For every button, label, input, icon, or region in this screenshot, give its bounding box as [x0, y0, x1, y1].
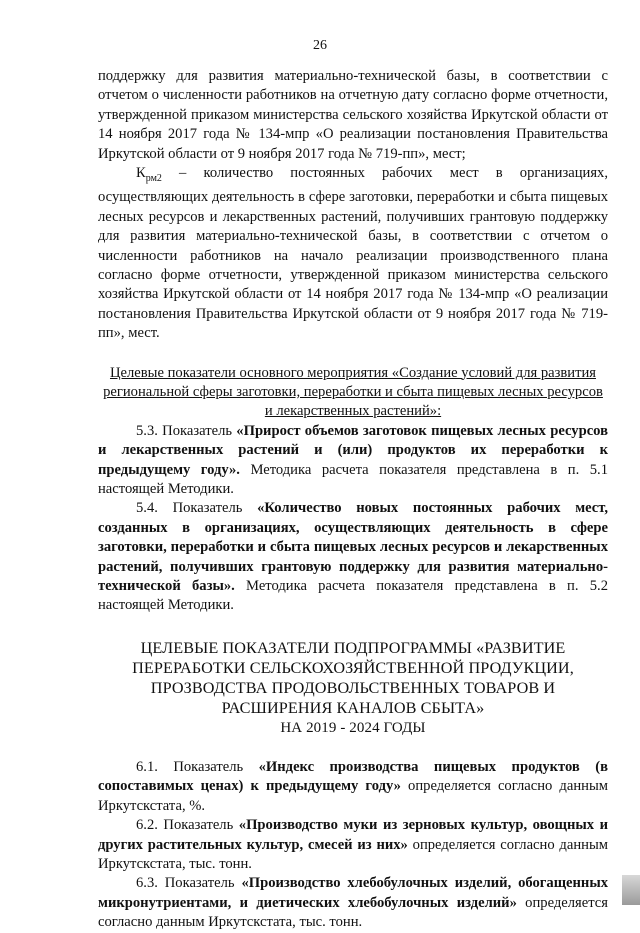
indicator-5-3 [98, 422, 608, 500]
indicator-name: «Прирост объемов заготовок пищевых лесных ресурсов и лекарственных растений и (или) продуктов их переработки к предыдущему году». [98, 422, 608, 478]
subprogram-heading [98, 638, 608, 738]
indicator-6-2 [98, 816, 608, 874]
indicator-prefix: 5.4. Показатель [136, 500, 258, 517]
corner-mark [622, 875, 640, 905]
subprogram-heading-title: ЦЕЛЕВЫЕ ПОКАЗАТЕЛИ ПОДПРОГРАММЫ «РАЗВИТИЕ ПЕРЕРАБОТКИ СЕЛЬСКОХОЗЯЙСТВЕННОЙ ПРОДУКЦИИ, ПРОЗВОДСТВА ПРОДОВОЛЬСТВЕННЫХ ТОВАРОВ И РАСШИРЕНИЯ КАНАЛОВ СБЫТА» [132, 638, 574, 717]
subprogram-heading-years: НА 2019 - 2024 ГОДЫ [280, 719, 426, 736]
indicator-description: определяется согласно данным Иркутскстата, %. [98, 778, 608, 814]
document-body [98, 67, 608, 933]
indicator-name: «Производство муки из зерновых культур, овощных и других растительных культур, смесей из них» [98, 817, 608, 853]
definition-text: – количество постоянных рабочих мест в организациях, осуществляющих деятельность в сфере заготовки, переработки и сбыта пищевых лесных ресурсов и лекарственных растений, получивших грантовую поддержку для развития материально-технической базы, в соответствии с отчетом о численности работников на начало реализации производственного плана согласно форме отчетности, утвержденной приказом министерства сельского хозяйства Иркутской области от 14 ноября 2017 года № 134-мпр «О реализации постановления Правительства Иркутской области от 9 ноября 2017 года № 719-пп», мест. [98, 165, 608, 342]
indicator-name: «Производство хлебобулочных изделий, обогащенных микронутриентами, и диетических хлебобулочных изделий» [98, 875, 609, 911]
paragraph-continuation: поддержку для развития материально-технической базы, в соответствии с отчетом о численности работников на отчетную дату согласно форме отчетности, утвержденной приказом министерства сельского хозяйства Иркутской области от 14 ноября 2017 года № 134-мпр «О реализации постановления Правительства Иркутской области от 9 ноября 2017 года № 719-пп», мест; [98, 68, 608, 162]
indicator-description: Методика расчета показателя представлена в п. 5.1 настоящей Методики. [98, 461, 608, 498]
indicator-name: «Количество новых постоянных рабочих мест, созданных в организациях, осуществляющих деятельность в сфере заготовки, переработки и сбыта пищевых лесных ресурсов и лекарственных растений, получивших грантовую поддержку для развития материально-технической базы». [98, 500, 609, 595]
indicator-prefix: 6.3. Показатель [136, 875, 242, 892]
formula-subscript: рм2 [145, 172, 162, 184]
indicator-name: «Индекс производства пищевых продуктов (в сопоставимых ценах) к предыдущему году» [98, 758, 609, 795]
indicator-description: определяется согласно данным Иркутскстата, тыс. тонн. [98, 836, 608, 872]
indicator-description: определяется согласно данным Иркутскстата, тыс. тонн. [98, 894, 608, 931]
indicator-6-3 [98, 874, 608, 932]
indicator-prefix: 5.3. Показатель [136, 422, 237, 439]
indicator-prefix: 6.2. Показатель [136, 817, 239, 834]
indicator-description: Методика расчета показателя представлена в п. 5.2 настоящей Методики. [98, 578, 608, 614]
formula-symbol: К [136, 165, 146, 182]
page-number: 26 [313, 38, 327, 53]
indicator-prefix: 6.1. Показатель [136, 758, 259, 775]
indicator-6-1 [98, 758, 608, 816]
section-title: Целевые показатели основного мероприятия «Создание условий для развития региональной сферы заготовки, переработки и сбыта пищевых лесных ресурсов и лекарственных растений»: [103, 364, 603, 420]
paragraph-krm2-definition [98, 164, 608, 344]
indicator-5-4 [98, 499, 608, 615]
